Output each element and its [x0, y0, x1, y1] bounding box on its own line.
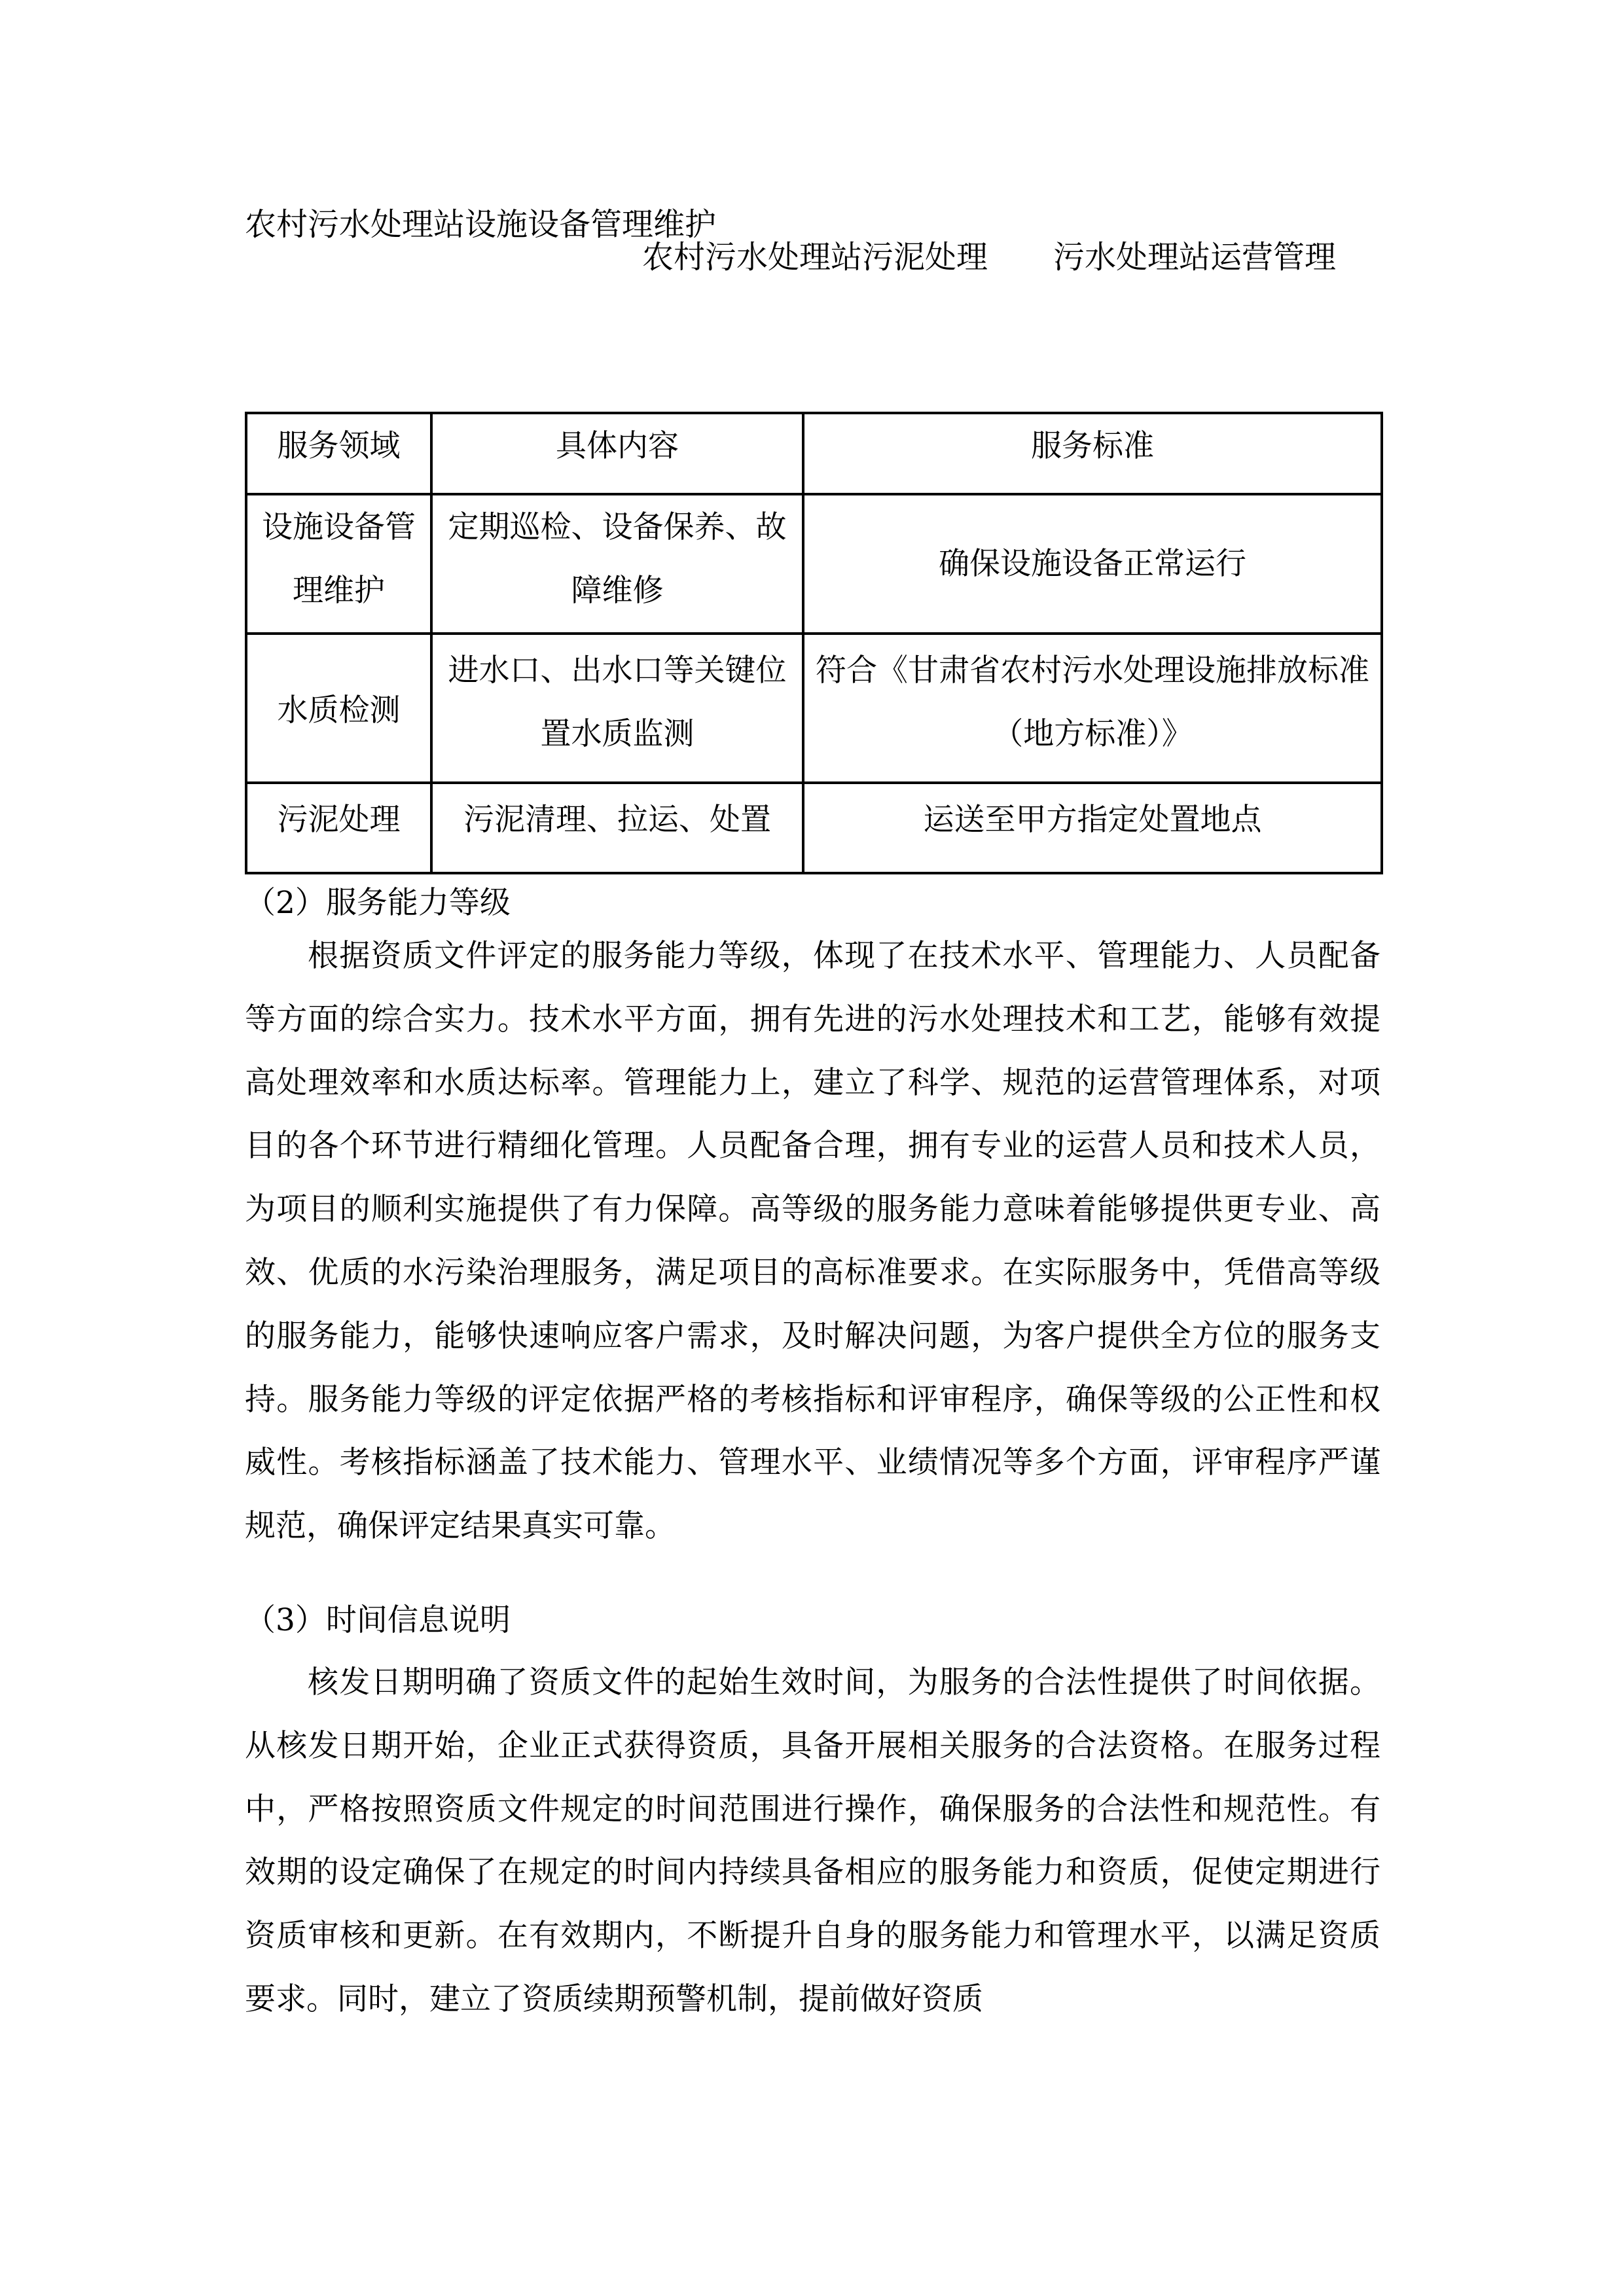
cell-domain: 水质检测	[246, 634, 431, 783]
cell-content: 定期巡检、设备保养、故障维修	[431, 494, 803, 634]
table-row	[246, 783, 1382, 873]
paragraph-time-info: 核发日期明确了资质文件的起始生效时间，为服务的合法性提供了时间依据。从核发日期开始，企业正式获得资质，具备开展相关服务的合法资格。在服务过程中，严格按照资质文件规定的时间范围进行操作，确保服务的合法性和规范性。有效期的设定确保了在规定的时间内持续具备相应的服务能力和资质，促使定期进行资质审核和更新。在有效期内，不断提升自身的服务能力和管理水平，以满足资质要求。同时，建立了资质续期预警机制，提前做好资质	[245, 1664, 1380, 2017]
label-sludge-treatment: 农村污水处理站污泥处理	[641, 239, 988, 276]
label-operation-management: 污水处理站运营管理	[1053, 239, 1336, 276]
cell-content: 污泥清理、拉运、处置	[431, 783, 803, 873]
section-heading-time-info: （3）时间信息说明	[245, 1602, 511, 1638]
section-heading-service-level: （2）服务能力等级	[245, 885, 511, 921]
header-standard: 服务标准	[803, 413, 1382, 494]
cell-content: 进水口、出水口等关键位置水质监测	[431, 634, 803, 783]
cell-domain: 污泥处理	[246, 783, 431, 873]
cell-domain: 设施设备管理维护	[246, 494, 431, 634]
header-content: 具体内容	[431, 413, 803, 494]
cell-standard: 符合《甘肃省农村污水处理设施排放标准（地方标准）》	[803, 634, 1382, 783]
paragraph-service-level: 根据资质文件评定的服务能力等级，体现了在技术水平、管理能力、人员配备等方面的综合实力。技术水平方面，拥有先进的污水处理技术和工艺，能够有效提高处理效率和水质达标率。管理能力上，建立了科学、规范的运营管理体系，对项目的各个环节进行精细化管理。人员配备合理，拥有专业的运营人员和技术人员，为项目的顺利实施提供了有力保障。高等级的服务能力意味着能够提供更专业、高效、优质的水污染治理服务，满足项目的高标准要求。在实际服务中，凭借高等级的服务能力，能够快速响应客户需求，及时解决问题，为客户提供全方位的服务支持。服务能力等级的评定依据严格的考核指标和评审程序，确保等级的公正性和权威性。考核指标涵盖了技术能力、管理水平、业绩情况等多个方面，评审程序严谨规范，确保评定结果真实可靠。	[245, 938, 1380, 1545]
service-table	[245, 412, 1383, 874]
table-row	[246, 494, 1382, 634]
cell-standard: 运送至甲方指定处置地点	[803, 783, 1382, 873]
header-service-domain: 服务领域	[246, 413, 431, 494]
table-row	[246, 634, 1382, 783]
label-facility-maintenance: 农村污水处理站设施设备管理维护	[245, 206, 717, 243]
table-header-row	[246, 413, 1382, 494]
cell-standard: 确保设施设备正常运行	[803, 494, 1382, 634]
